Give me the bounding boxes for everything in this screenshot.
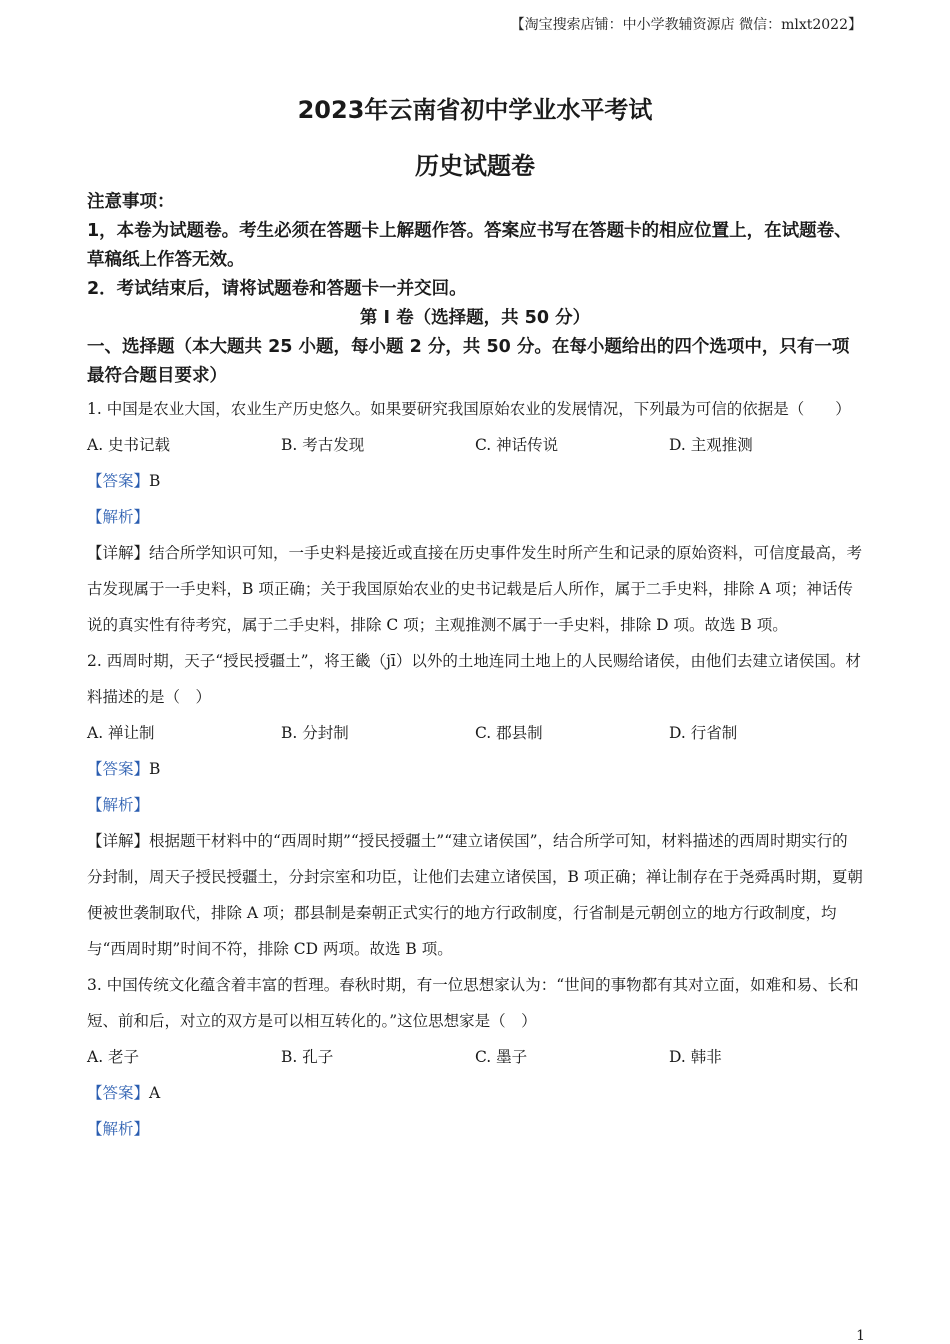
part-title: 一、选择题（本大题共 25 小题，每小题 2 分，共 50 分。在每小题给出的四个选项中，只有一项最符合题目要求） (87, 337, 850, 386)
answer-label: 【答案】 (87, 1084, 150, 1102)
answer-value: A (149, 1084, 161, 1102)
notice-heading: 注意事项： (87, 192, 175, 212)
question-2-answer (87, 751, 863, 787)
question-3-stem: 3. 中国传统文化蕴含着丰富的哲理。春秋时期，有一位思想家认为：“世间的事物都有其对立面，如难和易、长和短、前和后，对立的双方是可以相互转化的。”这位思想家是（ ） (87, 976, 859, 1030)
detail-text: 根据题干材料中的“西周时期”“授民授疆土”“建立诸侯国”，结合所学可知，材料描述的西周时期实行的分封制，周天子授民授疆土，分封宗室和功臣，让他们去建立诸侯国，B 项正确；禅让制存在于尧舜禹时期，夏朝便被世袭制取代，排除 A 项；郡县制是秦朝正式实行的地方行政制度，行省制是元朝创立的地方行政制度，均与“西周时期”时间不符，排除 CD 两项。故选 B 项。 (87, 832, 863, 958)
question-1-options (87, 427, 863, 463)
answer-label: 【答案】 (87, 472, 150, 490)
option-a: A. 禅让制 (87, 724, 155, 742)
detail-label: 【详解】 (87, 832, 150, 850)
detail-label: 【详解】 (87, 544, 150, 562)
question-2-options (87, 715, 863, 751)
question-2-stem: 2. 西周时期，天子“授民授疆土”，将王畿（jī）以外的土地连同土地上的人民赐给诸侯，由他们去建立诸侯国。材料描述的是（ ） (87, 652, 861, 706)
answer-label: 【答案】 (87, 760, 150, 778)
option-b: B. 考古发现 (281, 436, 365, 454)
detail-text: 结合所学知识可知，一手史料是接近或直接在历史事件发生时所产生和记录的原始资料，可信度最高，考古发现属于一手史料，B 项正确；关于我国原始农业的史书记载是后人所作，属于二手史料，排除 A 项；神话传说的真实性有待考究，属于二手史料，排除 C 项；主观推测不属于一手史料，排除 D 项。故选 B 项。 (87, 544, 863, 634)
option-d: D. 行省制 (669, 724, 738, 742)
main-content (87, 188, 863, 1147)
option-b: B. 分封制 (281, 724, 349, 742)
page-title: 2023年云南省初中学业水平考试 (297, 96, 653, 124)
question-3-answer (87, 1075, 863, 1111)
option-c: C. 神话传说 (475, 436, 559, 454)
notice-item-2: 2．考试结束后，请将试题卷和答题卡一并交回。 (87, 279, 467, 299)
page-number: 1 (856, 1328, 865, 1344)
question-3-analysis-label: 【解析】 (87, 1120, 150, 1138)
question-2-analysis-label: 【解析】 (87, 796, 150, 814)
question-1-answer (87, 463, 863, 499)
option-a: A. 史书记载 (87, 436, 171, 454)
option-d: D. 主观推测 (669, 436, 753, 454)
option-c: C. 墨子 (475, 1048, 528, 1066)
answer-value: B (149, 472, 161, 490)
question-1-analysis-label: 【解析】 (87, 508, 150, 526)
page-subtitle: 历史试题卷 (415, 152, 535, 180)
question-2-detail (87, 823, 863, 967)
header-note: 【淘宝搜索店铺：中小学教辅资源店 微信：mlxt2022】 (510, 17, 862, 33)
section-title: 第 I 卷（选择题，共 50 分） (359, 308, 591, 328)
option-b: B. 孔子 (281, 1048, 334, 1066)
option-c: C. 郡县制 (475, 724, 543, 742)
question-3-options (87, 1039, 863, 1075)
option-d: D. 韩非 (669, 1048, 722, 1066)
question-1-detail (87, 535, 863, 643)
question-1-stem: 1. 中国是农业大国，农业生产历史悠久。如果要研究我国原始农业的发展情况，下列最为可信的依据是（ ） (87, 400, 851, 418)
answer-value: B (149, 760, 161, 778)
notice-item-1: 1，本卷为试题卷。考生必须在答题卡上解题作答。答案应书写在答题卡的相应位置上，在试题卷、草稿纸上作答无效。 (87, 221, 852, 270)
option-a: A. 老子 (87, 1048, 140, 1066)
